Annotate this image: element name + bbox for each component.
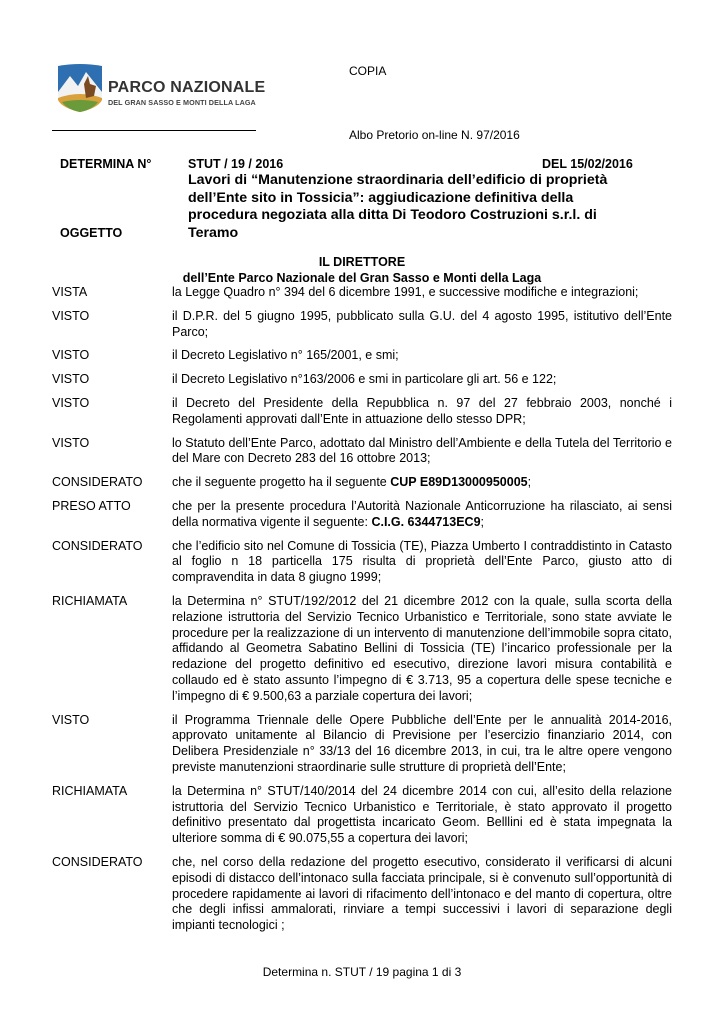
- recital-text-pre: che per la presente procedura l’Autorità Nazionale Anticorruzione ha rilasciato, ai sensi della normativa vigente il seguente:: [172, 498, 672, 529]
- recital-text: lo Statuto dell’Ente Parco, adottato dal Ministro dell’Ambiente e della Tutela del Territorio e del Mare con Decreto 283 del 16 ottobre 2013;: [172, 435, 672, 466]
- recital-item: [52, 713, 672, 776]
- determina-number: STUT / 19 / 2016: [188, 157, 284, 171]
- recital-key: VISTO: [52, 372, 90, 387]
- header-rule: [52, 130, 256, 131]
- cig-code: C.I.G. 6344713EC9: [371, 514, 481, 529]
- recital-key: RICHIAMATA: [52, 783, 128, 798]
- recital-item: [52, 436, 672, 468]
- recital-text: il Decreto del Presidente della Repubblica n. 97 del 27 febbraio 2003, nonché i Regolamenti approvati dall’Ente in attuazione dello stesso DPR;: [172, 395, 672, 426]
- recital-item: [52, 285, 672, 301]
- recital-text-post: ;: [480, 514, 485, 529]
- recital-item: [52, 309, 672, 341]
- park-emblem-icon: [54, 62, 106, 114]
- determina-date: DEL 15/02/2016: [542, 157, 633, 171]
- recital-text: [172, 499, 672, 531]
- recital-text: il D.P.R. del 5 giugno 1995, pubblicato sulla G.U. del 4 agosto 1995, istitutivo dell’Ente Parco;: [172, 308, 672, 339]
- recital-text: [172, 475, 672, 491]
- recital-text: il Programma Triennale delle Opere Pubbliche dell’Ente per le annualità 2014-2016, approvato unitamente al Bilancio di Previsione per l’esercizio finanziario 2014, con Delibera Presidenziale n° 33/13 del 16 dicembre 2013, in cui, tra le altre opere vengono previste manutenzioni straordinarie sulle strutture di proprietà dell’Ente;: [172, 712, 672, 774]
- recital-item: [52, 499, 672, 531]
- recital-key: CONSIDERATO: [52, 538, 143, 553]
- copy-label: COPIA: [349, 64, 387, 78]
- recital-key: VISTO: [52, 395, 90, 410]
- recital-key: PRESO ATTO: [52, 498, 131, 513]
- cup-code: CUP E89D13000950005: [390, 475, 528, 490]
- oggetto-label: OGGETTO: [60, 226, 123, 240]
- page-footer: Determina n. STUT / 19 pagina 1 di 3: [262, 965, 462, 979]
- recital-key: VISTO: [52, 435, 90, 450]
- director-title: IL DIRETTORE: [318, 255, 406, 269]
- recital-text: il Decreto Legislativo n°163/2006 e smi in particolare gli art. 56 e 122;: [172, 372, 557, 387]
- recital-text-pre: che il seguente progetto ha il seguente: [172, 475, 391, 490]
- logo-title: PARCO NAZIONALE: [108, 79, 266, 96]
- recital-key: VISTO: [52, 308, 90, 323]
- recital-item: [52, 594, 672, 705]
- recital-item: [52, 372, 672, 388]
- recital-text: la Determina n° STUT/192/2012 del 21 dicembre 2012 con la quale, sulla scorta della relazione istruttoria del Servizio Tecnico Urbanistico e Territoriale, sono state avviate le procedure per la realizzazione di un intervento di manutenzione dell’immobile sopra citato, affidando al Geometra Sabatino Bellini di Tossicia (TE) l’incarico professionale per la redazione del progetto definitivo ed esecutivo, direzione lavori misura contabilità e collaudo ed è stato assunto l’impegno di € 3.713, 95 a copertura delle spese tecniche e l’impegno di € 9.500,63 a parziale copertura dei lavori;: [172, 593, 672, 703]
- recital-item: [52, 539, 672, 586]
- recital-item: [52, 784, 672, 847]
- recital-item: [52, 855, 672, 934]
- recital-key: CONSIDERATO: [52, 475, 143, 490]
- recital-item: [52, 396, 672, 428]
- recital-text: che, nel corso della redazione del progetto esecutivo, considerato il verificarsi di alcuni episodi di distacco dell’intonaco sulla facciata principale, si è convenuto sull’opportunità di procedere rapidamente ai lavori di rifacimento dell’intonaco e del manto di copertura, oltre che degli infissi ammalorati, rinviare a tempi successivi i lavori di separazione degli impianti tecnologici ;: [172, 854, 672, 933]
- recital-key: VISTO: [52, 712, 90, 727]
- recital-key: VISTO: [52, 348, 90, 363]
- logo-subtitle: DEL GRAN SASSO E MONTI DELLA LAGA: [108, 98, 256, 107]
- determina-label: DETERMINA N°: [60, 157, 152, 171]
- recital-key: CONSIDERATO: [52, 854, 143, 869]
- recital-text: il Decreto Legislativo n° 165/2001, e smi;: [172, 348, 399, 363]
- recital-item: [52, 475, 672, 491]
- recital-text: la Legge Quadro n° 394 del 6 dicembre 1991, e successive modifiche e integrazioni;: [172, 285, 639, 299]
- recital-text: la Determina n° STUT/140/2014 del 24 dicembre 2014 con cui, all’esito della relazione istruttoria del Servizio Tecnico Urbanistico e Territoriale, è stato approvato il progetto definitivo presentato dal progettista incaricato Geom. Belllini ed è stata impegnata la ulteriore somma di € 90.075,55 a copertura dei lavori;: [172, 783, 672, 846]
- recital-item: [52, 348, 672, 364]
- recital-text: che l’edificio sito nel Comune di Tossicia (TE), Piazza Umberto I contraddistinto in Catasto al foglio n 18 particella 175 risulta di proprietà dell’Ente Parco, giusto atto di compravendita in data 8 giugno 1999;: [172, 538, 672, 585]
- albo-pretorio-ref: Albo Pretorio on-line N. 97/2016: [349, 128, 520, 142]
- recital-text-post: ;: [527, 475, 532, 490]
- determina-subject: Lavori di “Manutenzione straordinaria dell’edificio di proprietà dell’Ente sito in Tossicia”: aggiudicazione definitiva della procedura negoziata alla ditta Di Teodoro Costruzioni s.r.l. di Teramo: [188, 172, 608, 241]
- recital-key: VISTA: [52, 285, 88, 299]
- recitals-list: [52, 285, 672, 942]
- recital-key: RICHIAMATA: [52, 593, 128, 608]
- director-subtitle: dell’Ente Parco Nazionale del Gran Sasso e Monti della Laga: [182, 271, 542, 285]
